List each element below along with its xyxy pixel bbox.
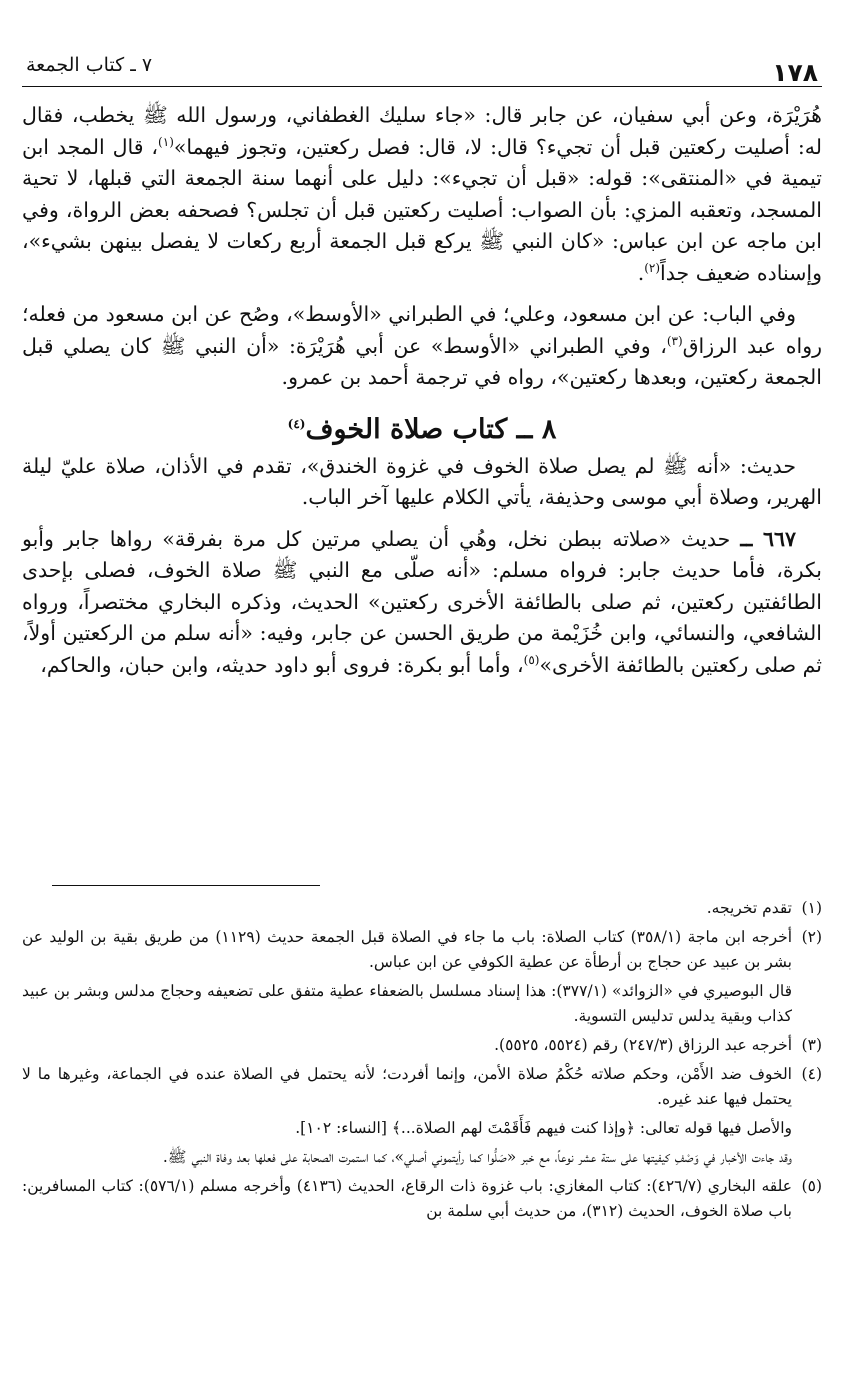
footnote-separator bbox=[52, 885, 320, 886]
footnote-2 bbox=[22, 925, 822, 975]
footnote-number: (١) bbox=[801, 899, 822, 917]
footnote-3 bbox=[22, 1033, 822, 1058]
paragraph-1-text: هُرَيْرَة، وعن أبي سفيان، عن جابر قال: «جاء سليك الغطفاني، ورسول الله ﷺ يخطب، فقال له: أصليت ركعتين قبل أن تجيء؟ قال: لا، قال: فصل ركعتين، وتجوز فيهما» bbox=[22, 103, 822, 159]
footnote-4 bbox=[22, 1062, 822, 1112]
chapter-title-text: ٨ ــ كتاب صلاة الخوف bbox=[305, 413, 557, 445]
footnote-text: والأصل فيها قوله تعالى: ﴿وإذا كنت فيهم فَأَقَمْتَ لهم الصلاة...﴾ [النساء: ١٠٢]. bbox=[295, 1119, 792, 1137]
main-text bbox=[22, 100, 822, 681]
footnote-number: (٣) bbox=[801, 1036, 822, 1054]
paragraph-4-text-cont: ، وأما أبو بكرة: فروى أبو داود حديثه، وابن حبان، والحاكم، bbox=[40, 652, 524, 677]
paragraph-4-text: حديث «صلاته ببطن نخل، وهُي أن يصلي مرتين كل مرة بفرقة» رواها جابر وأبو بكرة، فأما حديث جابر: فرواه مسلم: «أنه صلّى مع النبي ﷺ صلاة الخوف، فصلى بإحدى الطائفتين ركعتين، ثم صلى بالطائفة الأخرى ركعتين» الحديث، وذكره البخاري مختصراً، ورواه الشافعي، والنسائي، وابن خُزَيْمة من طريق الحسن عن جابر، وفيه: «أنه سلم من الركعتين أولاً، ثم صلى ركعتين بالطائفة الأخرى» bbox=[22, 526, 822, 677]
footnote-ref-2[interactable]: (٢) bbox=[644, 260, 661, 275]
footnote-number: (٥) bbox=[801, 1177, 822, 1195]
paragraph-4 bbox=[22, 524, 822, 682]
footnote-4-continuation bbox=[22, 1116, 822, 1141]
footnotes bbox=[22, 896, 822, 1228]
page-header bbox=[22, 46, 822, 87]
paragraph-1: هُرَيْرَة، وعن أبي سفيان، عن جابر قال: «جاء سليك الغطفاني، ورسول الله ﷺ يخطب، فقال له: أصليت ركعتين قبل أن تجيء؟ قال: لا، قال: فصل ركعتين، وتجوز فيهما»$^{(١)}$، قال المجد ابن تيمية في «المنتقى»: قوله: «قبل أن تجيء»: دليل على أنهما سنة الجمعة التي قبلها، لا تحية المسجد، وتعقبه المزي: بأن الصواب: أصليت ركعتين قبل أن تجلس؟ فصحفه بعض الرواة، وفي ابن ماجه عن ابن عباس: «كان النبي ﷺ يركع قبل الجمعة أربع ركعات لا يفصل بينهن بشيء»، وإسناده ضعيف جداً$^{(٢)}$. bbox=[22, 103, 822, 285]
paragraph-2 bbox=[22, 299, 822, 394]
footnote-2-continuation bbox=[22, 979, 822, 1029]
footnote-number: (٢) bbox=[801, 928, 823, 946]
paragraph-2-text-cont: ، وفي الطبراني «الأوسط» عن أبي هُرَيْرَة: «أن النبي ﷺ كان يصلي قبل الجمعة ركعتين، وبعدها ركعتين»، رواه في ترجمة أحمد بن عمرو. bbox=[22, 333, 822, 389]
footnote-ref-4[interactable]: (٤) bbox=[287, 416, 306, 431]
paragraph-1-text-cont: ، قال المجد ابن تيمية في «المنتقى»: قوله: «قبل أن تجيء»: دليل على أنهما سنة الجمعة التي قبلها، لا تحية المسجد، وتعقبه المزي: بأن الصواب: أصليت ركعتين قبل أن تجلس؟ فصحفه بعض الرواة، وفي ابن ماجه عن ابن عباس: «كان النبي ﷺ يركع قبل الجمعة أربع ركعات لا يفصل بينهن بشيء»، وإسناده ضعيف جداً bbox=[22, 134, 822, 285]
footnote-4-continuation bbox=[22, 1145, 822, 1170]
paragraph-2-text: وفي الباب: عن ابن مسعود، وعلي؛ في الطبراني «الأوسط»، وصُح عن ابن مسعود من فعله؛ رواه عبد الرزاق bbox=[22, 302, 823, 358]
footnote-text: تقدم تخريجه. bbox=[706, 899, 792, 917]
page-number: ١٧٨ bbox=[772, 58, 818, 87]
footnote-ref-3[interactable]: (٣) bbox=[666, 333, 683, 348]
footnote-5 bbox=[22, 1174, 822, 1224]
chapter-title bbox=[22, 414, 822, 445]
paragraph-3-text: حديث: «أنه ﷺ لم يصل صلاة الخوف في غزوة الخندق»، تقدم في الأذان، صلاة عليّ ليلة الهرير، وصلاة أبي موسى وحذيفة، يأتي الكلام عليها آخر الباب. bbox=[22, 453, 822, 509]
running-head: ٧ ـ كتاب الجمعة bbox=[26, 54, 153, 76]
book-page bbox=[22, 0, 822, 1377]
footnote-number: (٤) bbox=[801, 1065, 822, 1083]
footnote-text: علقه البخاري (٤٢٦/٧): كتاب المغازي: باب غزوة ذات الرقاع، الحديث (٤١٣٦) وأخرجه مسلم (٥٧٦/١): كتاب المسافرين: باب صلاة الخوف، الحديث (٣١٢)، من حديث أبي سلمة بن bbox=[22, 1177, 792, 1220]
footnote-ref-1[interactable]: (١) bbox=[158, 134, 174, 149]
footnote-ref-5[interactable]: (٥) bbox=[523, 652, 540, 667]
paragraph-3 bbox=[22, 451, 822, 514]
footnote-text: وقد جاءت الأخبار في وَصْفِ كيفيتها على ستة عشر نوعاً، مع خبر «صَلُّوا كما رأيتموني أصلي»، كما استمرت الصحابة على فعلها بعد وفاة النبي ﷺ. bbox=[162, 1148, 792, 1166]
footnote-text: الخوف ضد الأَمْن، وحكم صلاته حُكْمُ صلاة الأمن، وإنما أفردت؛ لأنه يحتمل في الصلاة عنده في الجماعة، وغيرها ما لا يحتمل فيها عند غيره. bbox=[22, 1065, 792, 1108]
footnote-text: أخرجه ابن ماجة (٣٥٨/١) كتاب الصلاة: باب ما جاء في الصلاة قبل الجمعة حديث (١١٢٩) من طريق بقية بن الوليد عن بشر بن عبيد عن حجاج بن أرطأة عن عطية الكوفي عن ابن عباس. bbox=[22, 928, 793, 971]
hadith-number: ٦٦٧ ــ bbox=[740, 526, 797, 551]
footnote-text: أخرجه عبد الرزاق (٢٤٧/٣) رقم (٥٥٢٤، ٥٥٢٥). bbox=[494, 1036, 792, 1054]
footnote-text: قال البوصيري في «الزوائد» (٣٧٧/١): هذا إسناد مسلسل بالضعفاء عطية متفق على تضعيفه وحجاج مدلس وبشر بن عبيد كذاب وبقية يدلس تدليس التسوية. bbox=[22, 982, 792, 1025]
footnote-1 bbox=[22, 896, 822, 921]
